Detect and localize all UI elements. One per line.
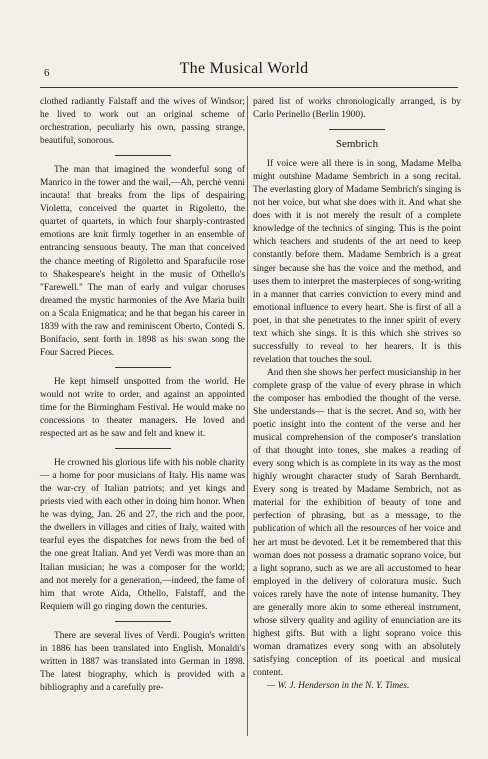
paragraph: And then she shows her perfect musicianship in her complete grasp of the value of every phrase in which the composer has embodied the thought of the verse. She understands— that is the secret. And so, with her poetic insight into the content of the verse and her musical comprehension of the composer's translation of that thought into tones, she makes a reading of every song which is as complete in its way as the most highly wrought character study of Sarah Bernhardt. Every song is treated by Madame Sembrich, not as material for the exhibition of beauty of tone and perfection of phrasing, but as a message, to the publication of which all the resources of her voice and her art must be devoted. Let it be remembered that this woman does not possess a dramatic soprano voice, but a light soprano, such as we are all accustomed to hear employed in the delivery of coloratura music. Such voices rarely have the note of intense humanity. They are generally more akin to some ethereal instrument, whose silvery quality and agility of enunciation are its highest gifts. But with a light soprano voice this woman dramatizes every song with an absolutely satisfying conception of its poetical and musical content. — [253, 367, 461, 678]
separator-rule — [329, 129, 385, 130]
separator-rule — [115, 367, 171, 368]
paragraph: If voice were all there is in song, Madame Melba might outshine Madame Sembrich in a song recital. The everlasting glory of Madame Sembrich's singing is not her voice, but what she does with it. And what she does with it is not merely the result of a complete knowledge of the technics of singing. This is the point which teachers and students of the art need to keep constantly before them. Madame Sembrich is a great singer because she has the voice and the method, and uses them to interpret the masterpieces of song-writing in a manner that carries conviction to every mind and emotional influence to every heart. She is first of all a poet, in that she penetrates to the inner spirit of every text which she sings. It is this which she strives so successfully to reveal to her hearers. It is this revelation that touches the soul. — [253, 159, 461, 365]
paragraph: There are several lives of Verdi. Pougin's written in 1886 has been translated into English. Monaldi's written in 1887 was translated into German in 1898. The latest biography, which is provided with a bibliography and a carefully pre- — [40, 630, 245, 693]
paragraph: He crowned his glorious life with his noble charity — a home for poor musicians of Italy. His name was the war-cry of Italian patriots; and yet kings and priests vied with each other in doing him honor. When he was dying, Jan. 26 and 27, the rich and the poor, the dwellers in villages and cities of Italy, waited with tearful eyes the dispatches for news from the bed of the one great Italian. And yet Verdi was more than an Italian musician; he was a composer for the world; and not merely for a generation,—indeed, the fame of him that wrote Aïda, Othello, Falstaff, and the Requiem will go ringing down the centuries. — [40, 458, 245, 612]
right-column — [253, 96, 461, 693]
section-title: Sembrich — [335, 138, 379, 151]
separator-rule — [115, 155, 171, 156]
page-number: 6 — [44, 67, 50, 79]
left-column — [40, 96, 245, 695]
signature: — W. J. Henderson in the N. Y. Times. — [267, 681, 410, 692]
paragraph: He kept himself unspotted from the world. He would not write to order, and against an appointed time for the Birmingham Festival. He would make no concessions to theater managers. He loved and respected art as he saw and felt and knew it. — [40, 376, 245, 440]
page-header — [0, 60, 488, 84]
column-divider — [247, 96, 248, 736]
separator-rule — [115, 448, 171, 449]
paragraph: clothed radiantly Falstaff and the wives of Windsor; he lived to work out an original scheme of orchestration, peculiarly his own, passing strange, beautiful, sonorous. — [40, 97, 245, 147]
paragraph: The man that imagined the wonderful song of Manrico in the tower and the wail,—Ah, perchè venni incauta! that breaks from the lips of despairing Violetta, conceived the quartet in Rigoletto, the quartet of quartets, in which four sharply-contrasted emotions are knit firmly together in an ensemble of entrancing sensuous beauty. The man that conceived the chance meeting of Rigoletto and Sparafucile rose to Shakespeare's height in the music of Othello's "Farewell." The man of early and vulgar choruses dreamed the mystic harmonies of the Ave Maria built on a Scala Enigmatica; and he that began his career in 1839 with the raw and reminiscent Oberto, Contedi S. Bonifacio, sent forth in 1898 as his swan song the Four Sacred Pieces. — [40, 165, 245, 358]
separator-rule — [115, 621, 171, 622]
paragraph: pared list of works chronologically arranged, is by Carlo Perinello (Berlin 1900). — [253, 97, 461, 121]
header-rule — [40, 87, 458, 88]
running-title: The Musical World — [179, 60, 309, 77]
